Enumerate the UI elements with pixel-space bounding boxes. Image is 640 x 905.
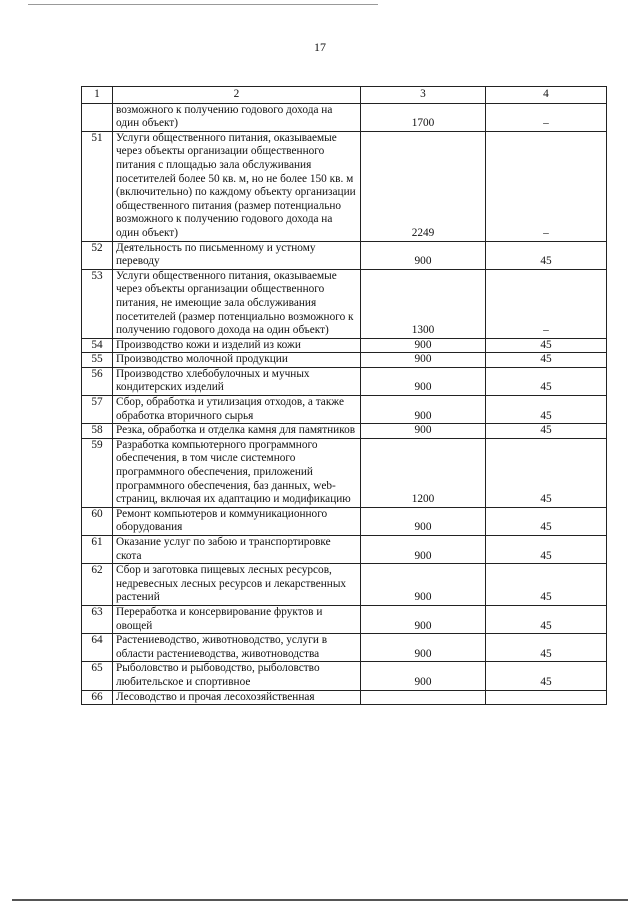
row-number-cell: 56: [82, 367, 113, 395]
row-number-cell: 63: [82, 605, 113, 633]
activity-description-cell: Рыболовство и рыбоводство, рыболовство любительское и спортивное: [113, 662, 361, 690]
amount-col3-cell: 1200: [361, 438, 486, 507]
activity-description-cell: Сбор и заготовка пищевых лесных ресурсов, недревесных лесных ресурсов и лекарственных растений: [113, 564, 361, 606]
row-number-cell: 65: [82, 662, 113, 690]
amount-col3-cell: [361, 690, 486, 705]
row-number-cell: 66: [82, 690, 113, 705]
amount-col3-cell: 900: [361, 338, 486, 353]
amount-col4-cell: 45: [486, 396, 607, 424]
amount-col4-cell: 45: [486, 564, 607, 606]
activity-description-cell: Производство кожи и изделий из кожи: [113, 338, 361, 353]
bottom-rule: [12, 899, 628, 901]
header-col-2: 2: [113, 87, 361, 104]
amount-col3-cell: 900: [361, 536, 486, 564]
activity-description-cell: Растениеводство, животноводство, услуги в области растениеводства, животноводства: [113, 634, 361, 662]
amount-col4-cell: 45: [486, 605, 607, 633]
table-row: [82, 564, 607, 606]
row-number-cell: 55: [82, 353, 113, 368]
amount-col3-cell: 900: [361, 241, 486, 269]
table-row: [82, 353, 607, 368]
amount-col3-cell: 900: [361, 662, 486, 690]
row-number-cell: 52: [82, 241, 113, 269]
row-number-cell: 54: [82, 338, 113, 353]
top-rule: [28, 4, 378, 5]
row-number-cell: [82, 103, 113, 131]
amount-col4-cell: 45: [486, 338, 607, 353]
amount-col3-cell: 900: [361, 564, 486, 606]
amount-col4-cell: 45: [486, 662, 607, 690]
row-number-cell: 53: [82, 269, 113, 338]
amount-col3-cell: 1700: [361, 103, 486, 131]
row-number-cell: 60: [82, 507, 113, 535]
amount-col4-cell: 45: [486, 353, 607, 368]
table-row: [82, 338, 607, 353]
activity-description-cell: возможного к получению годового дохода на один объект): [113, 103, 361, 131]
activity-description-cell: Ремонт компьютеров и коммуникационного оборудования: [113, 507, 361, 535]
activity-description-cell: Оказание услуг по забою и транспортировке скота: [113, 536, 361, 564]
table-row: [82, 634, 607, 662]
header-col-1: 1: [82, 87, 113, 104]
row-number-cell: 59: [82, 438, 113, 507]
activity-description-cell: Производство хлебобулочных и мучных кондитерских изделий: [113, 367, 361, 395]
activity-description-cell: Деятельность по письменному и устному переводу: [113, 241, 361, 269]
table-row: [82, 662, 607, 690]
row-number-cell: 61: [82, 536, 113, 564]
activity-description-cell: Услуги общественного питания, оказываемые через объекты организации общественного питания, не имеющие зала обслуживания посетителей (размер потенциально возможного к получению годового дохода на один объект): [113, 269, 361, 338]
amount-col4-cell: 45: [486, 241, 607, 269]
table-row: [82, 241, 607, 269]
amount-col4-cell: –: [486, 269, 607, 338]
amount-col4-cell: 45: [486, 438, 607, 507]
table-row: [82, 536, 607, 564]
activity-description-cell: Резка, обработка и отделка камня для памятников: [113, 424, 361, 439]
row-number-cell: 64: [82, 634, 113, 662]
table-body: [82, 87, 607, 705]
table-row: [82, 269, 607, 338]
amount-col3-cell: 900: [361, 367, 486, 395]
activity-description-cell: Услуги общественного питания, оказываемые через объекты организации общественного питания с площадью зала обслуживания посетителей более 50 кв. м, но не более 150 кв. м (включительно) по каждому объекту организации общественного питания (размер потенциально возможного к получению годового дохода на один объект): [113, 131, 361, 241]
amount-col3-cell: 1300: [361, 269, 486, 338]
row-number-cell: 51: [82, 131, 113, 241]
row-number-cell: 57: [82, 396, 113, 424]
amount-col3-cell: 900: [361, 634, 486, 662]
amount-col4-cell: 45: [486, 536, 607, 564]
amount-col4-cell: [486, 690, 607, 705]
amount-col3-cell: 900: [361, 396, 486, 424]
amount-col4-cell: 45: [486, 507, 607, 535]
table-row: [82, 690, 607, 705]
header-col-4: 4: [486, 87, 607, 104]
activity-description-cell: Сбор, обработка и утилизация отходов, а также обработка вторичного сырья: [113, 396, 361, 424]
row-number-cell: 58: [82, 424, 113, 439]
activity-description-cell: Переработка и консервирование фруктов и овощей: [113, 605, 361, 633]
table-row: [82, 424, 607, 439]
table-row: [82, 396, 607, 424]
amount-col3-cell: 900: [361, 353, 486, 368]
table-row: [82, 605, 607, 633]
table-header-row: [82, 87, 607, 104]
amount-col4-cell: 45: [486, 367, 607, 395]
activity-description-cell: Разработка компьютерного программного обеспечения, в том числе системного программного обеспечения, приложений программного обеспечения, баз данных, web-страниц, включая их адаптацию и модификацию: [113, 438, 361, 507]
amount-col3-cell: 900: [361, 507, 486, 535]
amount-col4-cell: –: [486, 131, 607, 241]
amount-col3-cell: 900: [361, 605, 486, 633]
header-col-3: 3: [361, 87, 486, 104]
tariff-table: [81, 86, 607, 705]
page-number: 17: [314, 40, 326, 54]
table-row: [82, 507, 607, 535]
activity-description-cell: Производство молочной продукции: [113, 353, 361, 368]
row-number-cell: 62: [82, 564, 113, 606]
amount-col4-cell: 45: [486, 634, 607, 662]
table-row: [82, 438, 607, 507]
table-row: [82, 131, 607, 241]
amount-col3-cell: 900: [361, 424, 486, 439]
table-row: [82, 367, 607, 395]
amount-col4-cell: –: [486, 103, 607, 131]
amount-col4-cell: 45: [486, 424, 607, 439]
table-row: [82, 103, 607, 131]
amount-col3-cell: 2249: [361, 131, 486, 241]
activity-description-cell: Лесоводство и прочая лесохозяйственная: [113, 690, 361, 705]
